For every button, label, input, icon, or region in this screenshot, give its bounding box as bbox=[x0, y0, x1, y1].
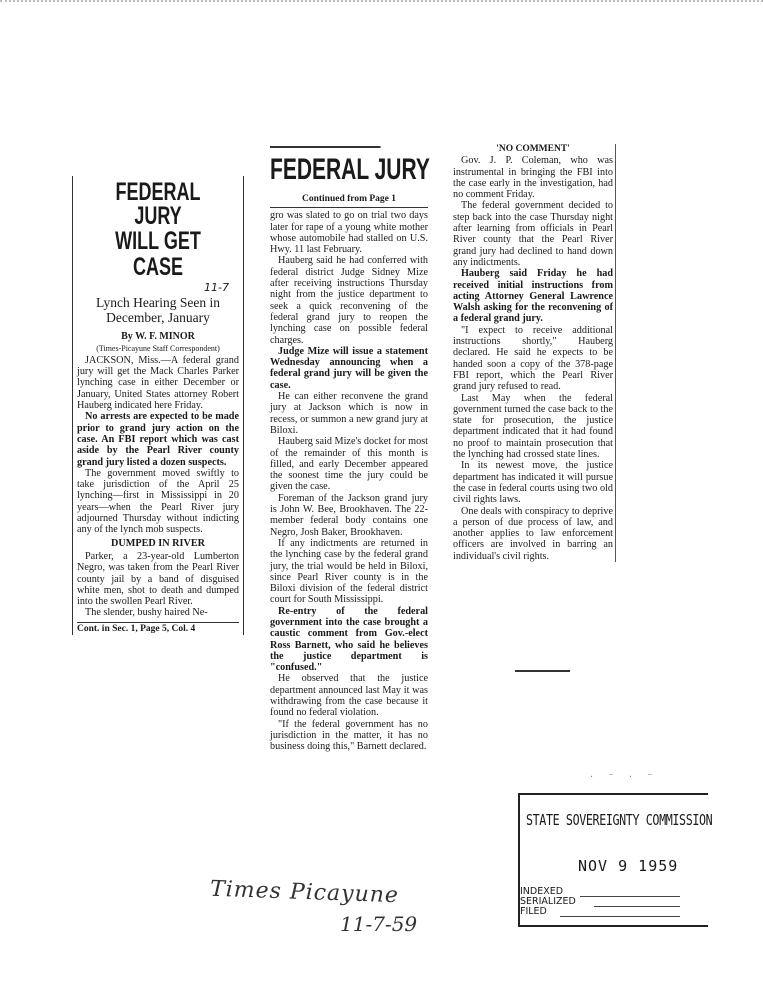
end-mark bbox=[515, 670, 570, 672]
article-continuation-page bbox=[270, 146, 428, 753]
paragraph: "I expect to receive additional instructions shortly," Hauberg declared. He said he expects to be handed soon a copy of the 378-page FBI report, which the Pearl River grand jury refused to read. bbox=[453, 324, 613, 393]
headline-line-2: WILL GET CASE bbox=[115, 227, 201, 281]
commission-stamp bbox=[518, 793, 713, 927]
paragraph: Parker, a 23-year-old Lumberton Negro, was taken from the Pearl River county jail by a band of disguised white men, shot to death and dumped into the swollen Pearl River. bbox=[77, 550, 239, 608]
paragraph: Last May when the federal government turned the case back to the state for prosecution, the justice department indicated that it had found no proof to maintain prosecution that the lynching had crossed state lines. bbox=[453, 392, 613, 461]
article1-body-continued bbox=[77, 551, 239, 619]
stamp-filed: FILED bbox=[520, 906, 547, 917]
stamp-date: NOV 9 1959 bbox=[578, 857, 679, 875]
stamp-serialized: SERIALIZED bbox=[520, 896, 576, 907]
paragraph: Hauberg said Friday he had received initial instructions from acting Attorney General Lawrence Walsh asking for the reconvening of a federal grand jury. bbox=[453, 268, 613, 325]
paragraph: "If the federal government has no jurisdiction in the matter, it has no business doing this," Barnett declared. bbox=[270, 718, 428, 753]
paragraph: Gov. J. P. Coleman, who was instrumental in bringing the FBI into the case early in the investigation, had no comment Friday. bbox=[453, 155, 613, 201]
paragraph: Hauberg said Mize's docket for most of the remainder of this month is filled, and early December appeared the soonest time the jury could be given the case. bbox=[270, 436, 428, 493]
continuation-headline: FEDERAL JURY bbox=[270, 146, 381, 186]
paragraph: In its newest move, the justice department has indicated it will pursue the case in federal courts using two old civil rights laws. bbox=[453, 460, 613, 506]
article-third-column bbox=[453, 144, 616, 562]
article2-body bbox=[270, 210, 428, 752]
paragraph: Foreman of the Jackson grand jury is John W. Bee, Brookhaven. The 22-member federal body contains one Negro, Josh Baker, Brookhaven. bbox=[270, 492, 428, 538]
paragraph: Re-entry of the federal government into the case brought a caustic comment from Gov.-elect Ross Barnett, who said he believes the justice department is "confused." bbox=[270, 605, 428, 674]
article1-body bbox=[77, 355, 239, 536]
paragraph: JACKSON, Miss.—A federal grand jury will get the Mack Charles Parker lynching case in either December or January, United States attorney Robert Hauberg indicated here Friday. bbox=[77, 354, 239, 412]
stamp-smudge: · ⁻ · ⁻ bbox=[590, 772, 659, 783]
article3-body bbox=[453, 155, 613, 562]
top-dotted-border bbox=[0, 0, 763, 6]
handwritten-source: Times Picayune bbox=[209, 876, 400, 909]
handwritten-date: 11-7-59 bbox=[340, 912, 418, 936]
paragraph: The slender, bushy haired Ne- bbox=[85, 607, 208, 619]
continuation-note: Cont. in Sec. 1, Page 5, Col. 4 bbox=[77, 622, 239, 635]
article-front-page bbox=[72, 176, 244, 635]
paragraph: gro was slated to go on trial two days later for rape of a young white mother whose automobile had stalled on U.S. Hwy. 11 last February. bbox=[270, 210, 428, 256]
paragraph: Judge Mize will issue a statement Wednesday announcing when a federal grand jury will be given the case. bbox=[270, 345, 428, 391]
paragraph: He observed that the justice department announced last May it was withdrawing from the case because it found no federal violation. bbox=[270, 673, 428, 719]
continued-from-note: Continued from Page 1 bbox=[270, 194, 428, 208]
paragraph: If any indictments are returned in the lynching case by the federal grand jury, the trial would be held in Biloxi, since Pearl River county is in the Biloxi division of the federal district court for South Mississippi. bbox=[270, 537, 428, 606]
stamp-indexed: INDEXED bbox=[520, 886, 564, 897]
stamp-line bbox=[594, 906, 680, 907]
paragraph: No arrests are expected to be made prior to grand jury action on the case. An FBI report which was cast aside by the Pearl River county grand jury listed a dozen suspects. bbox=[77, 411, 239, 468]
paragraph: One deals with conspiracy to deprive a person of due process of law, and another applies to law enforcement officers are involved in barring an individual's civil rights. bbox=[453, 505, 613, 562]
subheadline: Lynch Hearing Seen in December, January bbox=[95, 295, 221, 326]
byline: By W. F. MINOR bbox=[121, 331, 195, 343]
stamp-line bbox=[560, 916, 680, 917]
headline-line-1: FEDERAL JURY bbox=[115, 178, 201, 230]
no-comment-subhead: 'NO COMMENT' bbox=[496, 144, 570, 154]
stamp-title: STATE SOVEREIGNTY COMMISSION bbox=[526, 811, 713, 829]
paragraph: He can either reconvene the grand jury at Jackson which is now in recess, or summon a new grand jury at Biloxi. bbox=[270, 391, 428, 436]
section-subhead: DUMPED IN RIVER bbox=[111, 537, 205, 549]
paragraph: The federal government decided to step back into the case Thursday night after learning from officials in Pearl River county that the Pearl River grand jury had declined to hand down any indictments. bbox=[453, 200, 613, 268]
handwritten-date-note: 11-7 bbox=[204, 281, 229, 294]
byline-credit: (Times-Picayune Staff Correspondent) bbox=[96, 343, 220, 353]
stamp-line bbox=[580, 896, 680, 897]
paragraph: The government moved swiftly to take jurisdiction of the April 25 lynching—first in Mississippi in 20 years—when the Pearl River jury adjourned Thursday without indicting any of the lynch mob suspects. bbox=[77, 467, 239, 536]
paragraph: Hauberg said he had conferred with federal district Judge Sidney Mize after receiving instructions Thursday night from the justice department to seek a quick reconvening of the federal grand jury to reopen the lynching case on possible federal charges. bbox=[270, 255, 428, 346]
